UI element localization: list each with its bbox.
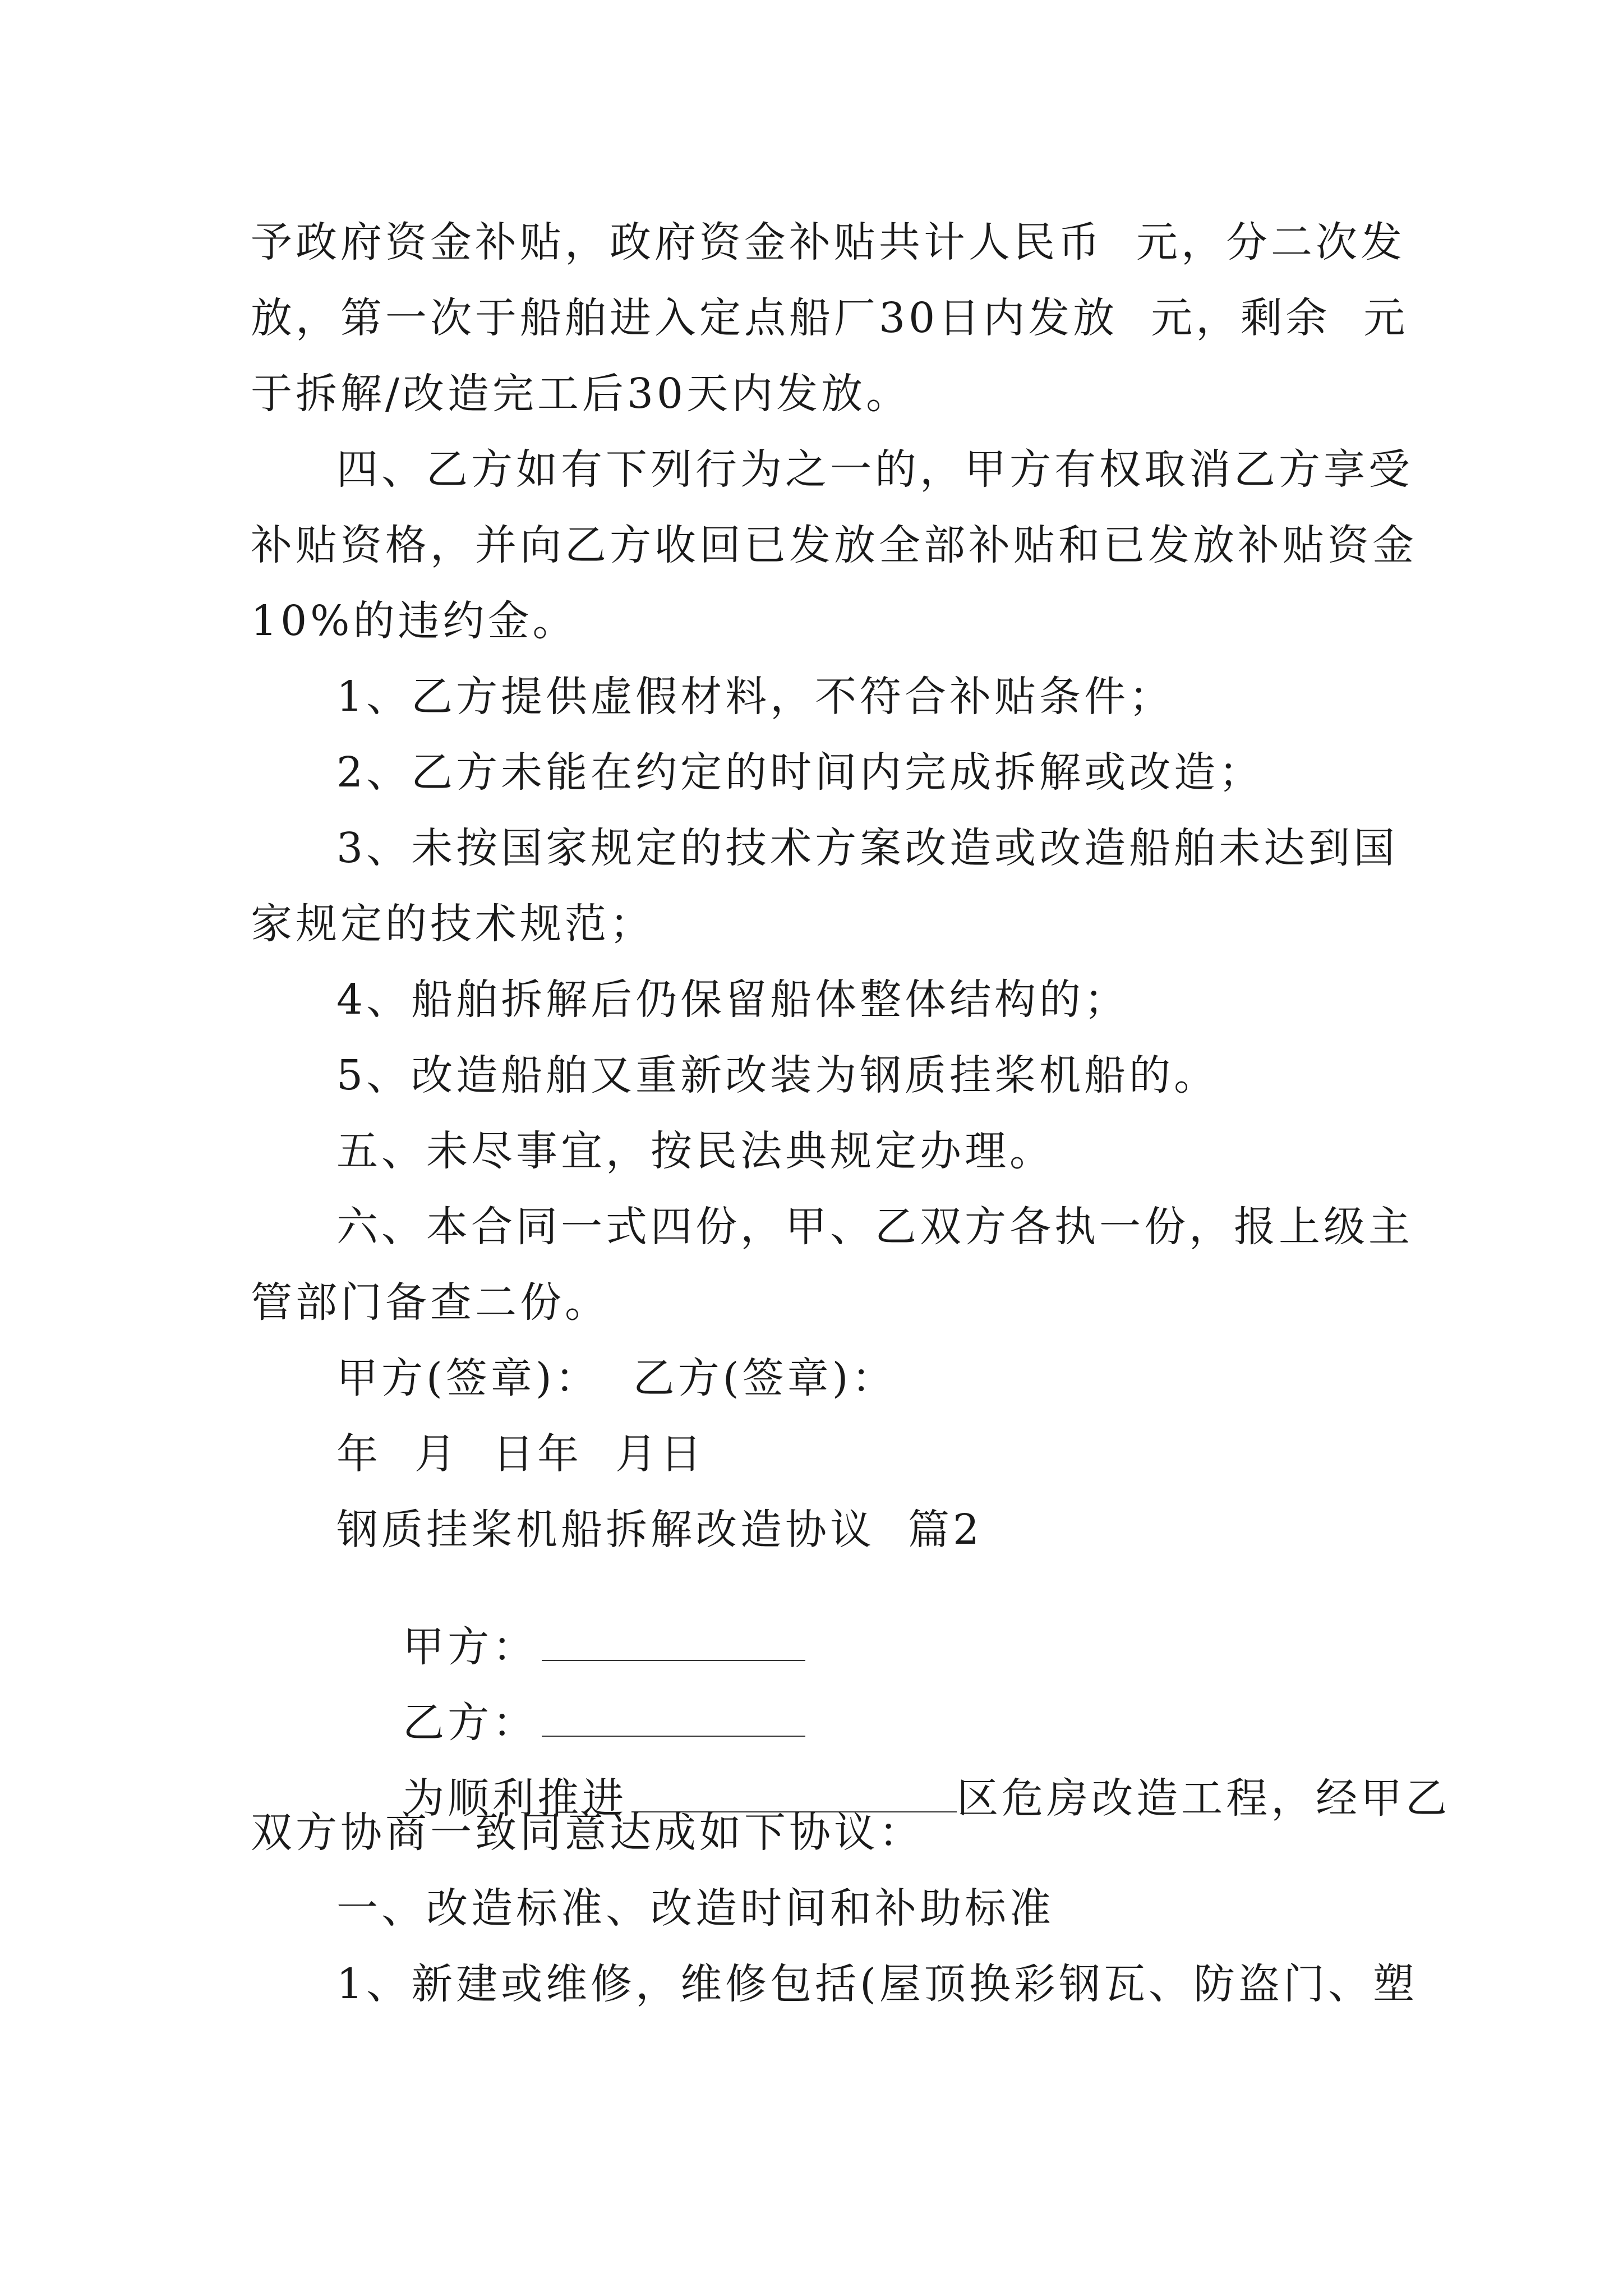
paragraph-heading: 一、改造标准、改造时间和补助标准 — [336, 1884, 1054, 1932]
text-line: 予政府资金补贴，政府资金补贴共计人民币 元，分二次发 — [251, 218, 1406, 266]
paragraph-heading: 六、本合同一式四份，甲、乙双方各执一份，报上级主 — [336, 1203, 1413, 1251]
text-fragment: 区危房改造工程，经甲乙 — [957, 1774, 1451, 1823]
text-fragment: 为顺利推进 — [403, 1774, 628, 1823]
party-a-label: 甲方： — [403, 1623, 538, 1671]
section-title: 钢质挂桨机船拆解改造协议 篇2 — [336, 1506, 983, 1554]
list-item: 3、未按国家规定的技术方案改造或改造船舶未达到国 — [336, 824, 1399, 872]
list-item: 5、改造船舶又重新改装为钢质挂桨机船的。 — [336, 1051, 1219, 1099]
list-item: 1、新建或维修，维修包括(屋顶换彩钢瓦、防盗门、塑 — [336, 1960, 1418, 2008]
list-item: 2、乙方未能在约定的时间内完成拆解或改造； — [336, 748, 1264, 797]
text-line: 补贴资格，并向乙方收回已发放全部补贴和已发放补贴资金 — [251, 521, 1417, 569]
party-b-blank — [542, 1703, 805, 1737]
list-item: 1、乙方提供虚假材料，不符合补贴条件； — [336, 673, 1174, 721]
signature-line: 甲方(签章)： 乙方(签章)： — [336, 1354, 897, 1402]
text-line: 双方协商一致同意达成如下协议： — [251, 1809, 924, 1857]
text-line: 于拆解/改造完工后30天内发放。 — [251, 370, 911, 418]
text-line: 放，第一次于船舶进入定点船厂30日内发放 元，剩余 元 — [251, 294, 1409, 342]
date-line: 年 月 日年 月日 — [336, 1430, 706, 1478]
text-line: 家规定的技术规范； — [251, 900, 654, 948]
paragraph-heading: 四、乙方如有下列行为之一的，甲方有权取消乙方享受 — [336, 445, 1413, 494]
district-blank — [631, 1779, 957, 1812]
text-line: 管部门备查二份。 — [251, 1278, 610, 1327]
party-a-blank — [542, 1627, 805, 1661]
paragraph-heading: 五、未尽事宜，按民法典规定办理。 — [336, 1127, 1054, 1175]
list-item: 4、船舶拆解后仍保留船体整体结构的； — [336, 976, 1129, 1024]
party-b-label: 乙方： — [403, 1699, 538, 1747]
text-line: 10%的违约金。 — [251, 597, 578, 645]
